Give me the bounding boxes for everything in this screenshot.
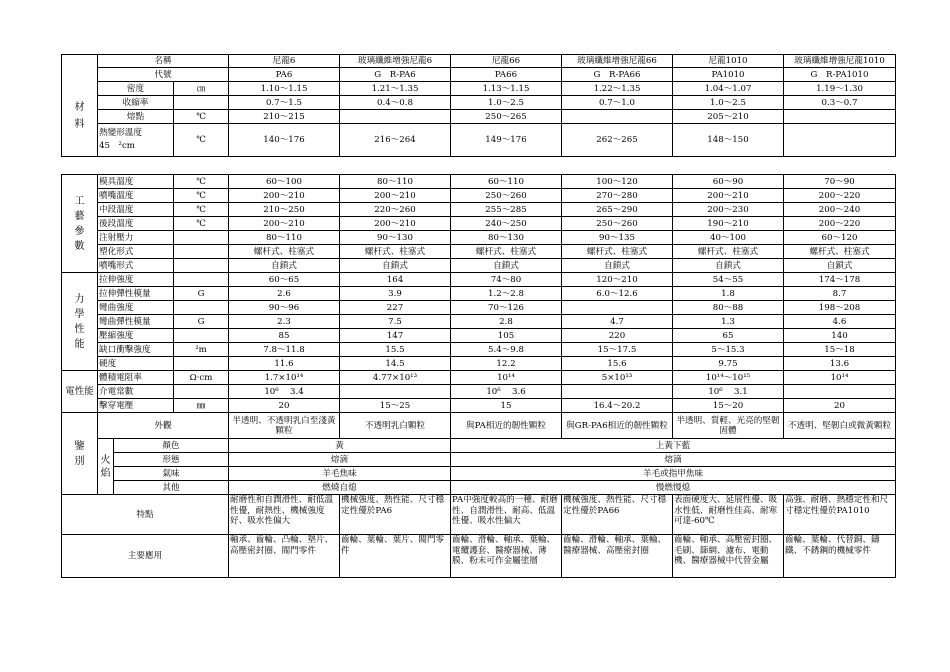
cell: 1.22～1.35 [562,82,673,96]
cell: 與GR-PA6相近的韌性顆粒 [562,413,673,439]
cell: 1.0～2.5 [673,96,784,110]
cell [784,124,896,157]
cell: 200～210 [673,189,784,203]
row-label: 壓縮強度 [98,329,174,343]
cell: 60～100 [229,175,340,189]
cell: 74～80 [451,273,562,287]
cell: 60～120 [784,231,896,245]
cell: 90～135 [562,231,673,245]
group-char: 焰 [100,467,111,479]
hdt-row [62,124,896,157]
row-label: 後段溫度 [98,217,174,231]
group-char: 料 [74,118,85,130]
cell: 3.9 [340,287,451,301]
row-label: 噴嘴溫度 [98,189,174,203]
cell: 190～210 [673,217,784,231]
density-row [62,82,896,96]
mechanical-row [62,343,896,357]
cell: 250～260 [562,217,673,231]
cell: 16.4～20.2 [562,399,673,413]
cell: 210～215 [229,110,340,124]
col-code: G R-PA1010 [784,68,896,82]
cell: 7.5 [340,315,451,329]
cell: 0.7～1.0 [562,96,673,110]
cell: 螺杆式、柱塞式 [562,245,673,259]
cell: 羊毛焦味 [229,467,451,481]
cell: 80～110 [340,175,451,189]
cell: 140 [784,329,896,343]
cell [340,110,451,124]
cell: 2.6 [229,287,340,301]
nylon-properties-table [61,54,896,157]
row-unit: G [174,287,229,301]
cell: 174～178 [784,273,896,287]
col-name: 玻璃纖維增強尼龍6 [340,55,451,68]
cell: 6.0～12.6 [562,287,673,301]
group-process [62,175,98,273]
mechanical-row [62,315,896,329]
group-char: 工 [74,195,85,207]
cell: 85 [229,329,340,343]
cell: 1.0～2.5 [451,96,562,110]
cell: 240～250 [451,217,562,231]
cell: 11.6 [229,357,340,371]
cell: 機械強度、熱性能、尺寸穩定性優於PA6 [340,495,451,535]
cell: 205～210 [673,110,784,124]
row-label: 拉伸彈性模量 [98,287,174,301]
row-unit: ℃ [174,217,229,231]
cell: 40～100 [673,231,784,245]
cell: 270～280 [562,189,673,203]
features-row [62,495,896,535]
hdt-label: 熱變形溫度 [99,128,142,138]
cell: 熔滴 [229,453,451,467]
cell: 105 [451,329,562,343]
col-code: G R-PA66 [562,68,673,82]
cell: 5～15.3 [673,343,784,357]
cell: 10¹⁴～10¹⁵ [673,371,784,385]
fire-row [62,481,896,495]
cell: 15 [451,399,562,413]
cell: 210～250 [229,203,340,217]
cell: 軸承、齒輪、凸輪、墊片、高壓密封圈、閥門零件 [229,535,340,578]
cell: 12.2 [451,357,562,371]
group-char: 火 [100,454,111,466]
row-label: 擊穿電壓 [98,399,174,413]
fire-row [62,453,896,467]
col-code: PA6 [229,68,340,82]
cell: 2.3 [229,315,340,329]
col-name: 尼龍6 [229,55,340,68]
cell: 60～65 [229,273,340,287]
col-name: 玻璃纖維增強尼龍66 [562,55,673,68]
cell: 齒輪、滑輪、軸承、葉輪、醫療器械、高壓密封圈 [562,535,673,578]
row-label: 外觀 [98,413,229,439]
cell: 1.3 [673,315,784,329]
mechanical-row [62,357,896,371]
cell: 自鎖式 [784,259,896,273]
row-label: 缺口衝擊強度 [98,343,174,357]
col-name: 尼龍66 [451,55,562,68]
cell: 10⁶ 3.1 [673,385,784,399]
cell: 227 [340,301,451,315]
col-name: 玻璃纖維增強尼龍1010 [784,55,896,68]
cell: 100～120 [562,175,673,189]
cell: 14.5 [340,357,451,371]
cell: 10¹⁴ [451,371,562,385]
cell: 羊毛或指甲焦味 [451,467,896,481]
row-label: 其他 [114,481,229,495]
cell: 255～285 [451,203,562,217]
row-unit: Ω·cm [174,371,229,385]
process-row [62,203,896,217]
cell: 164 [340,273,451,287]
cell: 200～230 [673,203,784,217]
mechanical-row [62,273,896,287]
group-char: 別 [74,455,85,467]
row-label: 噴嘴形式 [98,259,174,273]
cell: 2.8 [451,315,562,329]
group-char: 鑒 [74,440,85,452]
row-unit: ℃ [174,110,229,124]
row-label: 拉伸強度 [98,273,174,287]
cell: 7.8～11.8 [229,343,340,357]
row-label: 形態 [114,453,229,467]
shrink-row [62,96,896,110]
cell: 80～88 [673,301,784,315]
row-label: 模具溫度 [98,175,174,189]
cell [562,385,673,399]
cell: 147 [340,329,451,343]
row-label: 密度 [98,82,174,96]
cell: 140～176 [229,124,340,157]
cell: PA中強度較高的一種、耐磨性、自潤滑性、耐高、低溫性優、吸水性偏大 [451,495,562,535]
row-unit: ℃ [174,203,229,217]
cell: 15.6 [562,357,673,371]
cell: 自鎖式 [340,259,451,273]
cell: 216～264 [340,124,451,157]
cell: 148～150 [673,124,784,157]
cell: 149～176 [451,124,562,157]
cell: 不透明、堅韌白或微黃顆粒 [784,413,896,439]
col-name: 尼龍1010 [673,55,784,68]
cell: 70～90 [784,175,896,189]
cell: 200～240 [784,203,896,217]
cell: 80～110 [229,231,340,245]
process-row [62,189,896,203]
cell: 齒輪、軸承、高壓密封圈、毛刷、篩網、濾布、電動機、醫療器械中代替金屬 [673,535,784,578]
group-char: 性 [74,323,85,335]
cell: 220 [562,329,673,343]
applications-row [62,535,896,578]
cell: 200～210 [229,217,340,231]
fire-label [98,439,114,495]
cell: 不透明乳白顆粒 [340,413,451,439]
cell: 90～96 [229,301,340,315]
cell: 自鎖式 [229,259,340,273]
cell: 4.7 [562,315,673,329]
cell: 慢燃慢熄 [451,481,896,495]
cell: 20 [784,399,896,413]
row-label: 主要應用 [62,535,229,578]
cell: 220～260 [340,203,451,217]
cell: 半透明、質輕、光亮的堅韌固體 [673,413,784,439]
cell: 5×10¹³ [562,371,673,385]
row-label: 氣味 [114,467,229,481]
cell: 0.7～1.5 [229,96,340,110]
cell: 20 [229,399,340,413]
cell: 198～208 [784,301,896,315]
cell: 螺杆式、柱塞式 [784,245,896,259]
group-identify [62,413,98,495]
row-unit: ²m [174,343,229,357]
row-label [98,124,174,157]
cell: 與PA相近的韌性顆粒 [451,413,562,439]
name-row [62,55,896,68]
row-label: 硬度 [98,357,174,371]
cell: 200～220 [784,217,896,231]
cell [784,385,896,399]
cell: 螺杆式、柱塞式 [451,245,562,259]
cell: 8.7 [784,287,896,301]
cell: 1.21～1.35 [340,82,451,96]
nylon-properties-table-cont [61,174,896,578]
row-label: 彎曲彈性模量 [98,315,174,329]
name-label: 名稱 [98,55,229,68]
fire-row [62,439,896,453]
cell: 15～18 [784,343,896,357]
cell [562,301,673,315]
row-unit [174,385,229,399]
group-char: 參 [74,225,85,237]
row-unit: ℃ [174,124,229,157]
cell: 自鎖式 [451,259,562,273]
cell [562,110,673,124]
row-label: 熔點 [98,110,174,124]
electrical-row [62,385,896,399]
row-unit [174,96,229,110]
cell: 120～210 [562,273,673,287]
row-unit: ㎜ [174,399,229,413]
cell: 80～130 [451,231,562,245]
cell: 0.4～0.8 [340,96,451,110]
row-unit: ℃ [174,175,229,189]
process-row [62,231,896,245]
cell: 1.7×10¹⁴ [229,371,340,385]
cell: 200～210 [229,189,340,203]
row-label: 中段溫度 [98,203,174,217]
cell: 4.77×10¹³ [340,371,451,385]
cell: 自鎖式 [562,259,673,273]
col-code: PA66 [451,68,562,82]
cell: 200～220 [784,189,896,203]
cell: 熔滴 [451,453,896,467]
process-row [62,175,896,189]
row-unit [174,357,229,371]
cell: 60～110 [451,175,562,189]
cell: 1.2～2.8 [451,287,562,301]
group-mechanical [62,273,98,371]
row-label: 介電常數 [98,385,174,399]
cell: 200～210 [340,189,451,203]
group-electrical: 電性能 [62,371,98,413]
cell: 15.5 [340,343,451,357]
cell: 262～265 [562,124,673,157]
group-char: 能 [74,338,85,350]
cell: 90～130 [340,231,451,245]
cell: 表面硬度大、延展性優、吸水性低、耐磨性佳高、耐寒可達-60℃ [673,495,784,535]
cell: 齒輪、葉輪、代替銅、鑄鐵、不銹鋼的機械零件 [784,535,896,578]
cell: 70～126 [451,301,562,315]
row-label: 顏色 [114,439,229,453]
row-label: 體積電阻率 [98,371,174,385]
electrical-row [62,371,896,385]
cell: 0.3～0.7 [784,96,896,110]
cell: 60～90 [673,175,784,189]
cell: 250～265 [451,110,562,124]
cell: 54～55 [673,273,784,287]
cell: 1.8 [673,287,784,301]
cell: 265～290 [562,203,673,217]
process-row [62,245,896,259]
fire-row [62,467,896,481]
cell: 1.04～1.07 [673,82,784,96]
cell [340,385,451,399]
row-label: 彎曲強度 [98,301,174,315]
cell: 9.75 [673,357,784,371]
cell [784,110,896,124]
process-row [62,259,896,273]
cell: 螺杆式、柱塞式 [229,245,340,259]
cell: 10⁶ 3.4 [229,385,340,399]
row-unit: ㎝ [174,82,229,96]
row-unit: ℃ [174,189,229,203]
mechanical-row [62,329,896,343]
row-unit: G [174,315,229,329]
group-char: 力 [74,293,85,305]
cell: 15～20 [673,399,784,413]
cell: 250～260 [451,189,562,203]
cell: 15～25 [340,399,451,413]
cell: 上黃下藍 [451,439,896,453]
cell: 高強、耐磨、熱穩定性和尺寸穩定性優於PA1010 [784,495,896,535]
row-unit [174,259,229,273]
row-unit [174,273,229,287]
cell: 半透明、不透明乳白至淺黃顆粒 [229,413,340,439]
cell: 13.6 [784,357,896,371]
cell: 齒輪、滑輪、軸承、葉輪、電纜護套、醫療器械、薄膜、粉末可作金屬塗層 [451,535,562,578]
mechanical-row [62,301,896,315]
cell: 燃燒自熄 [229,481,451,495]
cell: 1.13～1.15 [451,82,562,96]
col-code: G R-PA6 [340,68,451,82]
cell: 1.19～1.30 [784,82,896,96]
group-char: 學 [74,308,85,320]
cell: 10¹⁴ [784,371,896,385]
cell: 齒輪、葉輪、葉片、閥門零件 [340,535,451,578]
cell: 螺杆式、柱塞式 [340,245,451,259]
row-label: 特點 [62,495,229,535]
cell: 機械強度、熱性能、尺寸穩定性優於PA66 [562,495,673,535]
cell: 1.10～1.15 [229,82,340,96]
group-char: 藝 [74,210,85,222]
row-label: 注射壓力 [98,231,174,245]
cell: 200～210 [340,217,451,231]
electrical-row [62,399,896,413]
code-row [62,68,896,82]
cell: 65 [673,329,784,343]
cell: 螺杆式、柱塞式 [673,245,784,259]
process-row [62,217,896,231]
group-materials [62,55,98,157]
row-unit [174,301,229,315]
mechanical-row [62,287,896,301]
row-unit [174,329,229,343]
group-char: 材 [74,101,85,113]
group-char: 數 [74,240,85,252]
appearance-row [62,413,896,439]
row-unit [174,231,229,245]
row-label: 收縮率 [98,96,174,110]
cell: 10⁶ 3.6 [451,385,562,399]
code-label: 代號 [98,68,229,82]
row-unit [174,245,229,259]
cell: 黃 [229,439,451,453]
cell: 5.4～9.8 [451,343,562,357]
cell: 15～17.5 [562,343,673,357]
cell: 自鎖式 [673,259,784,273]
row-label: 塑化形式 [98,245,174,259]
cell: 4.6 [784,315,896,329]
melt-row [62,110,896,124]
cell: 耐磨性和自潤滑性、耐低溫性優，耐熱性、機械強度好、吸水性偏大 [229,495,340,535]
hdt-sub: 45 ²cm [99,141,135,151]
col-code: PA1010 [673,68,784,82]
